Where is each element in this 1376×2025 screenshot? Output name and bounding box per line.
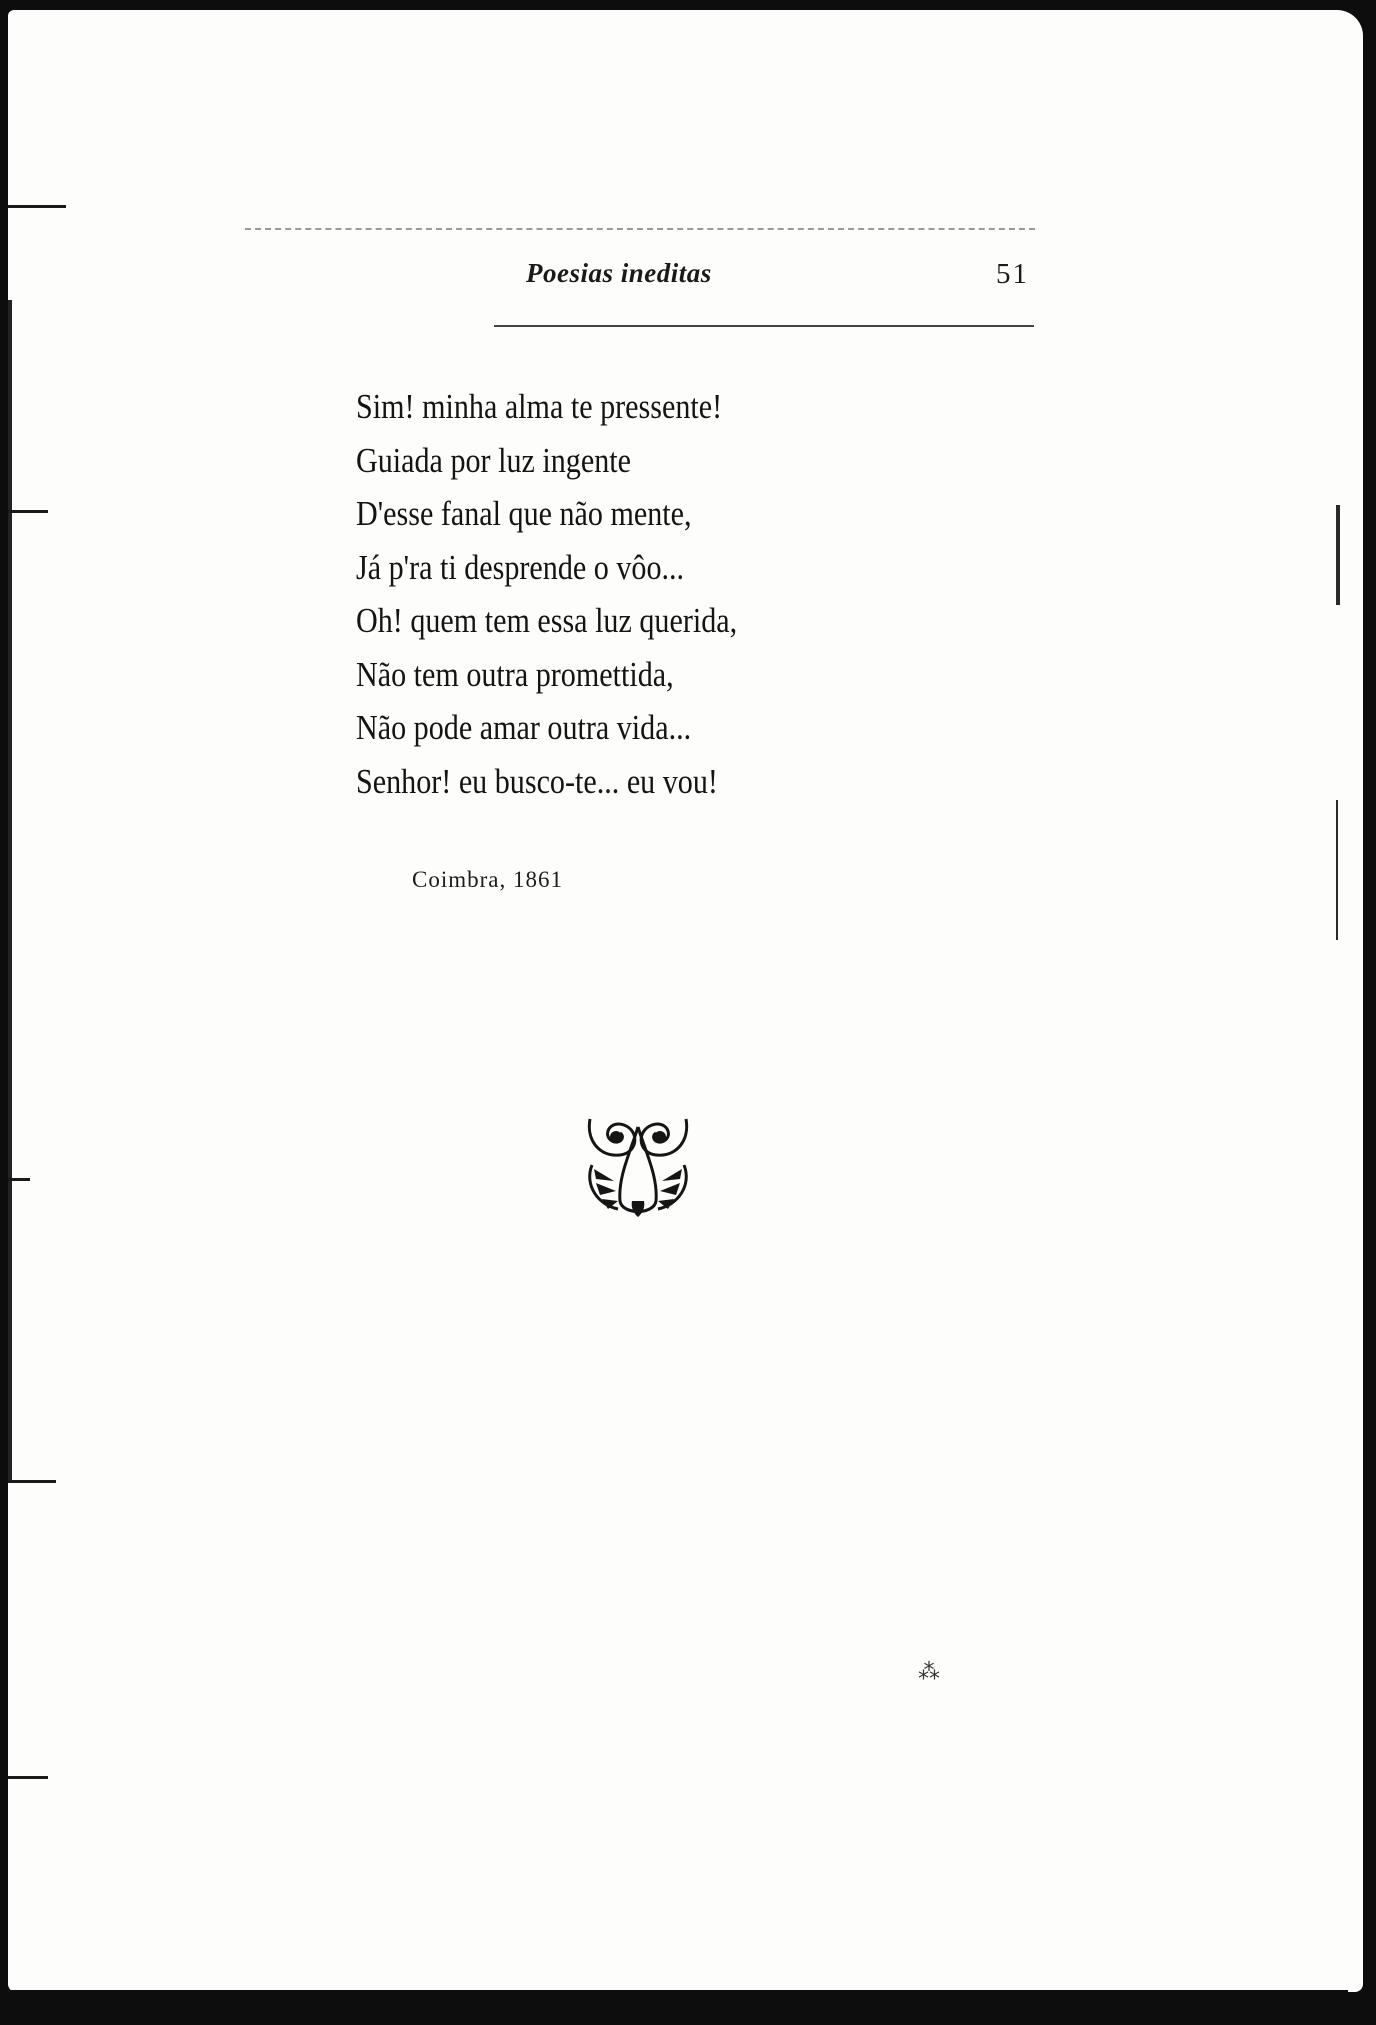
header-rule xyxy=(494,325,1034,327)
right-edge-mark xyxy=(1336,800,1338,940)
paper-sheet xyxy=(8,10,1363,1992)
binding-edge-mark xyxy=(8,1178,30,1181)
ornament-fleuron-icon xyxy=(580,1105,696,1223)
poem-line: D'esse fanal que não mente, xyxy=(356,494,692,533)
place-date-signoff: Coimbra, 1861 xyxy=(412,867,563,892)
poem-stanza xyxy=(356,380,737,808)
binding-edge-mark xyxy=(8,1480,56,1483)
stray-mark-icon: ⁂ xyxy=(918,1660,940,1685)
binding-edge-left xyxy=(8,300,12,1480)
running-head: Poesias ineditas xyxy=(526,258,712,288)
poem-line: Oh! quem tem essa luz querida, xyxy=(356,601,738,640)
bottom-edge xyxy=(8,1990,1348,1996)
poem-line: Já p'ra ti desprende o vôo... xyxy=(356,547,685,587)
poem-line: Não pode amar outra vida... xyxy=(356,708,692,747)
right-edge-mark xyxy=(1336,505,1340,605)
binding-edge-mark xyxy=(8,1776,48,1779)
binding-edge-mark xyxy=(8,205,66,208)
page-number: 51 xyxy=(996,258,1029,290)
top-dashed-rule xyxy=(245,228,1035,230)
poem-line: Senhor! eu busco-te... eu vou! xyxy=(356,761,718,801)
poem-line: Não tem outra promettida, xyxy=(356,654,674,694)
poem-line: Guiada por luz ingente xyxy=(356,440,631,480)
binding-edge-mark xyxy=(8,510,48,513)
poem-line: Sim! minha alma te pressente! xyxy=(356,387,723,426)
